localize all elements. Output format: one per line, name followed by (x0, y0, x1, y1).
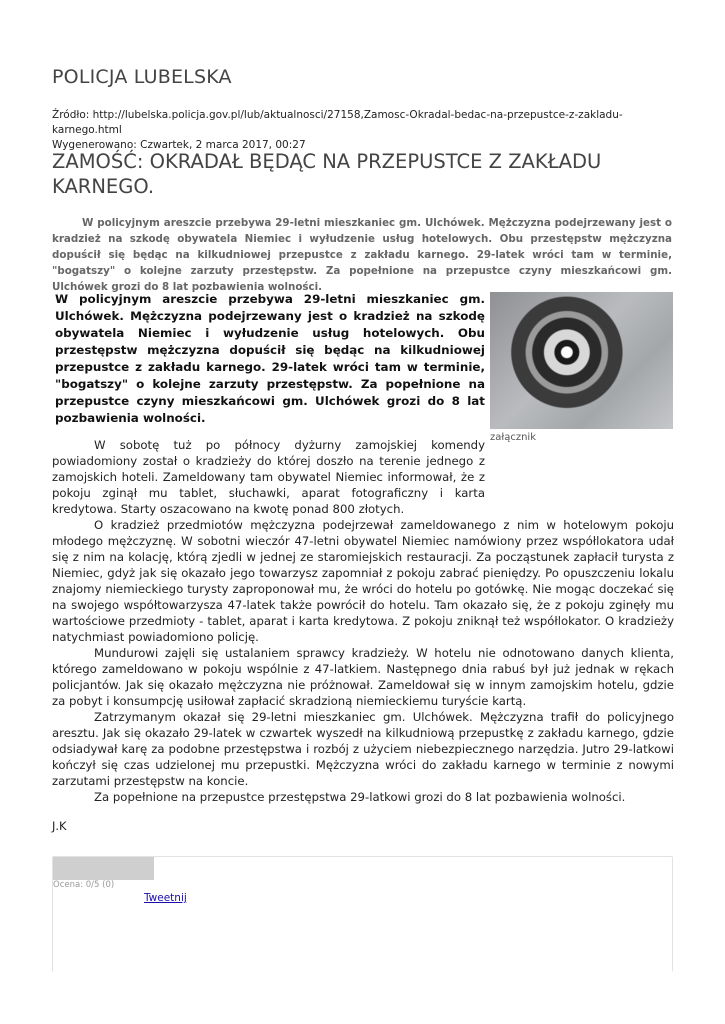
lead-bold: W policyjnym areszcie przebywa 29-letni mieszkaniec gm. Ulchówek. Mężczyzna podejrzewany jest o kradzież na szkodę obywatela Niemiec i wyłudzenie usług hotelowych. Obu przestępstw mężczyzna dopuścił się będąc na kilkudniowej przepustce z zakładu karnego. 29-latek wróci tam w terminie, "bogatszy" o kolejne zarzuty przestępstw. Za popełnione na przepustce czyny mieszkańcowi gm. Ulchówek grozi do 8 lat pozbawienia wolności. (55, 292, 485, 425)
article-title: ZAMOŚĆ: OKRADAŁ BĘDĄC NA PRZEPUSTCE Z ZAKŁADU KARNEGO. (52, 150, 602, 198)
rating-stars-bar[interactable] (53, 857, 154, 880)
rating-widget (52, 856, 673, 972)
body-paragraph: O kradzież przedmiotów mężczyzna podejrzewał zameldowanego z nim w hotelowym pokoju młodego mężczyznę. W sobotni wieczór 47-letni obywatel Niemiec namówiony przez współlokatora udał się z nim na kolację, którą zjedli w jednej ze staromiejskich restauracji. Za począstunek zapłacił turysta z Niemiec, gdyż jak się okazało jego towarzysz zapomniał z pokoju zabrać pieniędzy. Po opuszczeniu lokalu znajomy niemieckiego turysty zaproponował mu, że wróci do hotelu po gotówkę. Nie mogąc doczekać się na swojego współtowarzysza 47-latek także powrócił do hotelu. Tam okazało się, że z pokoju zginęły mu wartościowe przedmioty - tablet, aparat i karta kredytowa. Z pokoju zniknął też współlokator. O kradzieży natychmiast powiadomiono policję. (52, 518, 674, 644)
generated-date: Wygenerowano: Czwartek, 2 marca 2017, 00:27 (52, 139, 306, 151)
article-body (52, 437, 674, 805)
tweet-link[interactable]: Tweetnij (144, 892, 187, 904)
author-initials: J.K (52, 819, 67, 833)
body-paragraph: Zatrzymanym okazał się 29-letni mieszkaniec gm. Ulchówek. Mężczyzna trafił do policyjnego aresztu. Jak się okazało 29-latek w czwartek wyszedł na kilkudniową przepustkę z zakładu karnego, gdzie odsiadywał karę za podobne przestępstwa i rozbój z użyciem niebezpiecznego narzędzia. Jutro 29-latkowi kończył się czas udzielonej mu przepustki. Mężczyzna wróci do zakładu karnego w terminie z nowymi zarzutami przestępstw na koncie. (52, 710, 674, 788)
body-paragraph: Za popełnione na przepustce przestępstwa 29-latkowi grozi do 8 lat pozbawienia wolności. (94, 790, 626, 804)
rating-text: Ocena: 0/5 (0) (53, 880, 115, 890)
meta-block (52, 108, 674, 153)
body-paragraph: Mundurowi zajęli się ustalaniem sprawcy kradzieży. W hotelu nie odnotowano danych klienta, którego zameldowano w pokoju wspólnie z 47-latkiem. Następnego dnia rabuś był już jednak w rękach policjantów. Jak się okazało mężczyzna nie próżnował. Zameldował się w innym zamojskim hotelu, gdzie za pobyt i konsumpcję usiłował zapłacić skradzioną niemieckiemu turyście kartą. (52, 646, 674, 708)
body-paragraph: W sobotę tuż po północy dyżurny zamojskiej komendy powiadomiony został o kradzieży do której doszło na terenie jednego z zamojskich hoteli. Zameldowany tam obywatel Niemiec informował, że z pokoju zginął mu tablet, słuchawki, aparat fotograficzny i karta kredytowa. Starty oszacowano na kwotę ponad 800 złotych. (52, 438, 485, 516)
lead-summary: W policyjnym areszcie przebywa 29-letni mieszkaniec gm. Ulchówek. Mężczyzna podejrzewany jest o kradzież na szkodę obywatela Niemiec i wyłudzenie usług hotelowych. Obu przestępstw mężczyzna dopuścił się będąc na kilkudniowej przepustce z zakładu karnego. 29-latek wróci tam w terminie, "bogatszy" o kolejne zarzuty przestępstw. Za popełnione na przepustce czyny mieszkańcowi gm. Ulchówek grozi do 8 lat pozbawienia wolności. (52, 217, 672, 293)
photo-caption: załącznik (490, 432, 537, 443)
attachment-photo[interactable] (490, 292, 673, 429)
source-url: Źródło: http://lubelska.policja.gov.pl/lub/aktualnosci/27158,Zamosc-Okradal-bedac-na-przepustce-z-zakladu-karnego.html (52, 109, 623, 136)
site-title: POLICJA LUBELSKA (52, 66, 232, 88)
